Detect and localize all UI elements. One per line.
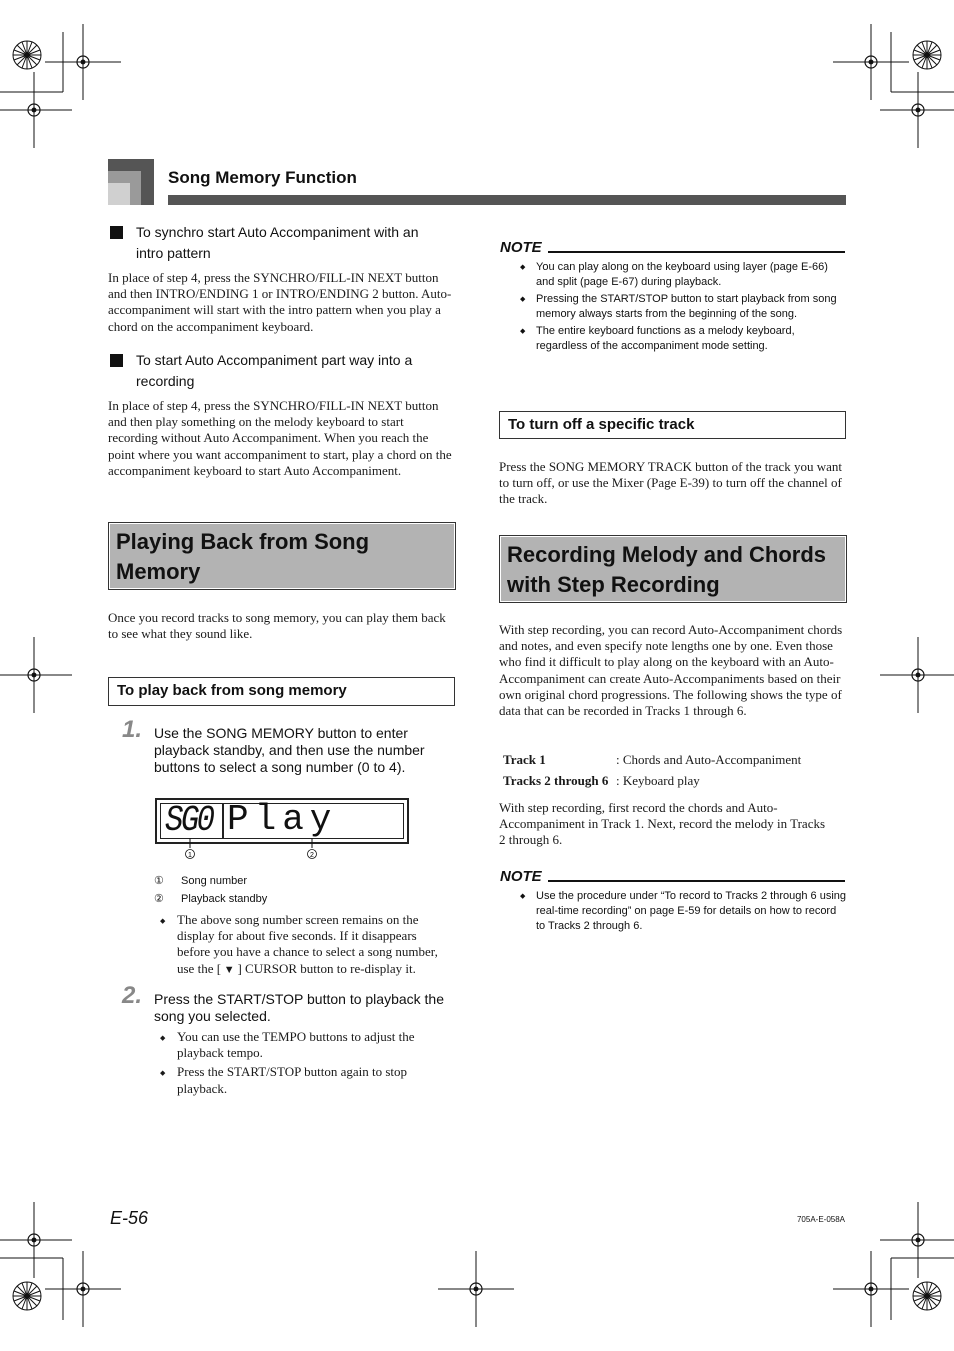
note-label: NOTE (500, 239, 542, 256)
list-item: ◆ The entire keyboard functions as a melody keyboard, regardless of the accompaniment mode setting. (536, 324, 848, 354)
tracks-body: With step recording, first record the chords and Auto-Accompaniment in Track 1. Next, record the melody in Tracks 2 through 6. (499, 800, 826, 848)
note-list (536, 260, 848, 356)
document-code: 705A-E-058A (796, 1215, 845, 1224)
partway-heading: To start Auto Accompaniment part way into a recording (136, 352, 413, 389)
list-item: ◆ You can play along on the keyboard using layer (page E-66) and split (page E-67) during playback. (536, 260, 848, 290)
step-text: Use the SONG MEMORY button to enter playback standby, and then use the number buttons to select a song number (0 to 4). (154, 725, 425, 775)
lcd-text: Play (227, 799, 338, 840)
step1-notes (177, 912, 453, 981)
note-rule (548, 880, 845, 882)
heading-bullet (110, 354, 123, 367)
note-list (536, 889, 846, 936)
callout-legend (154, 872, 267, 908)
header-title: Song Memory Function (168, 168, 357, 187)
synchro-body: In place of step 4, press the SYNCHRO/FILL-IN NEXT button and then INTRO/ENDING 1 or INTRO/ENDING 2 button. Auto-accompaniment will start with the intro pattern when you play a chord on the accompaniment keyboard. (108, 270, 452, 334)
heading-bullet (110, 226, 123, 239)
lcd-separator (222, 804, 224, 838)
step2-notes (177, 1029, 453, 1100)
turnoff-title-box (499, 411, 846, 439)
note-label: NOTE (500, 868, 542, 885)
page-number: E-56 (110, 1208, 149, 1228)
table-row: Track 1 : Chords and Auto-Accompaniment (503, 752, 802, 767)
svg-text:2: 2 (310, 852, 314, 859)
svg-text:1: 1 (188, 852, 192, 859)
step-number: 2. (122, 982, 143, 1009)
subsection-title: To play back from song memory (117, 682, 347, 699)
note-rule (548, 251, 845, 253)
section-title-box (108, 522, 456, 590)
step-number: 1. (122, 716, 143, 743)
callout-item: ② Playback standby (154, 893, 268, 905)
table-row: Tracks 2 through 6 : Keyboard play (503, 773, 700, 788)
partway-body: In place of step 4, press the SYNCHRO/FILL-IN NEXT button and then play something on the melody keyboard to start recording without Auto Accompaniment. When you reach the point where you want accompaniment to start, play a chord on the accompaniment keyboard to start Auto Accompaniment. (108, 398, 452, 478)
section-title: Playing Back from Song Memory (116, 529, 370, 584)
subsection-title-box (108, 677, 455, 706)
list-item: ◆ Use the procedure under “To record to Tracks 2 through 6 using real-time recording” on page E-59 for details on how to record to Tracks 2 through 6. (536, 889, 846, 934)
step-recording-intro: With step recording, you can record Auto-Accompaniment chords and notes, and even specify note lengths one by one. Even those who find it difficult to play along on the keyboard with an Auto-Accompaniment can create Auto-Accompaniments based on their own original chord progressions. The following shows the type of data that can be recorded in Tracks 1 through 6. (499, 622, 843, 719)
section-title-box (499, 535, 847, 603)
lcd-song-number: SG0 (165, 800, 213, 841)
list-item: ◆ Press the START/STOP button again to stop playback. (177, 1064, 453, 1096)
turnoff-title: To turn off a specific track (508, 416, 695, 433)
header-rule (168, 195, 846, 205)
list-item: ◆ The above song number screen remains on the display for about five seconds. If it disappears before you have a chance to select a song number, use the [ ▼ ] CURSOR button to re-display it. (177, 912, 453, 978)
track-table (503, 749, 801, 791)
list-item: ◆ You can use the TEMPO buttons to adjust the playback tempo. (177, 1029, 453, 1061)
cursor-down-icon: ▼ (221, 963, 238, 976)
callout-item: ① Song number (154, 875, 248, 887)
turnoff-body: Press the SONG MEMORY TRACK button of the track you want to turn off, or use the Mixer (Page E-39) to turn off the channel of the track. (499, 459, 843, 507)
list-item: ◆ Pressing the START/STOP button to start playback from song memory always starts from the beginning of the song. (536, 292, 848, 322)
callout-lines (180, 836, 320, 864)
header-tab-graphic (108, 159, 154, 205)
synchro-heading: To synchro start Auto Accompaniment with an intro pattern (136, 224, 419, 261)
section-intro: Once you record tracks to song memory, you can play them back to see what they sound like. (108, 610, 446, 642)
section-title: Recording Melody and Chords with Step Recording (507, 542, 827, 597)
step-text: Press the START/STOP button to playback the song you selected. (154, 991, 445, 1024)
